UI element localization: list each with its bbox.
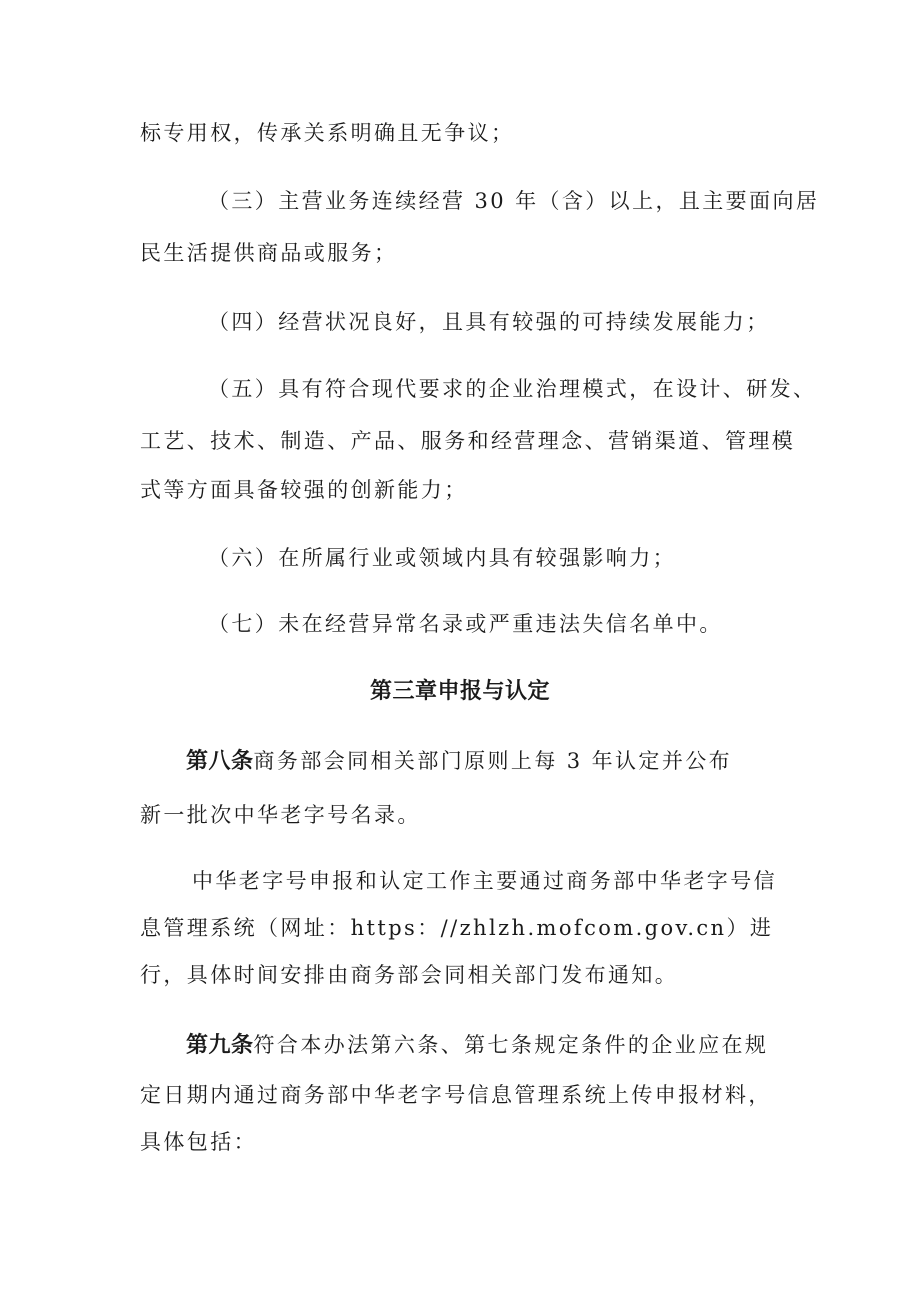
article-9-line-1-text: 符合本办法第六条、第七条规定条件的企业应在规	[253, 1033, 769, 1057]
article-9-label: 第九条	[186, 1033, 254, 1058]
continued-line: 标专用权，传承关系明确且无争议；	[140, 121, 515, 145]
item-7: （七）未在经营异常名录或严重违法失信名单中。	[208, 612, 723, 636]
item-6: （六）在所属行业或领域内具有较强影响力；	[208, 546, 676, 570]
article-8-line-1-text: 商务部会同相关部门原则上每 3 年认定并公布	[253, 749, 733, 773]
item-5-line-1: （五）具有符合现代要求的企业治理模式，在设计、研发、	[208, 377, 817, 401]
item-3-line-1: （三）主营业务连续经营 30 年（含）以上，且主要面向居	[208, 189, 820, 213]
item-4: （四）经营状况良好，且具有较强的可持续发展能力；	[208, 310, 770, 334]
item-5-line-3: 式等方面具备较强的创新能力；	[140, 478, 468, 502]
article-8-line-1	[186, 746, 732, 777]
article-8-para-2-line-2: 息管理系统（网址：https：//zhlzh.mofcom.gov.cn）进	[140, 916, 774, 940]
article-8-para-2-line-1: 中华老字号申报和认定工作主要通过商务部中华老字号信	[192, 869, 777, 893]
article-8-para-2-line-3: 行，具体时间安排由商务部会同相关部门发布通知。	[140, 963, 679, 987]
item-5-line-2: 工艺、技术、制造、产品、服务和经营理念、营销渠道、管理模	[140, 429, 796, 453]
article-9-line-2: 定日期内通过商务部中华老字号信息管理系统上传申报材料，	[140, 1083, 772, 1107]
article-9-line-1	[186, 1030, 768, 1061]
item-3-line-2: 民生活提供商品或服务；	[140, 241, 398, 265]
chapter-title: 第三章申报与认定	[369, 679, 550, 704]
article-9-line-3: 具体包括：	[140, 1130, 257, 1154]
article-8-line-2: 新一批次中华老字号名录。	[140, 803, 421, 827]
article-8-label: 第八条	[186, 749, 254, 774]
